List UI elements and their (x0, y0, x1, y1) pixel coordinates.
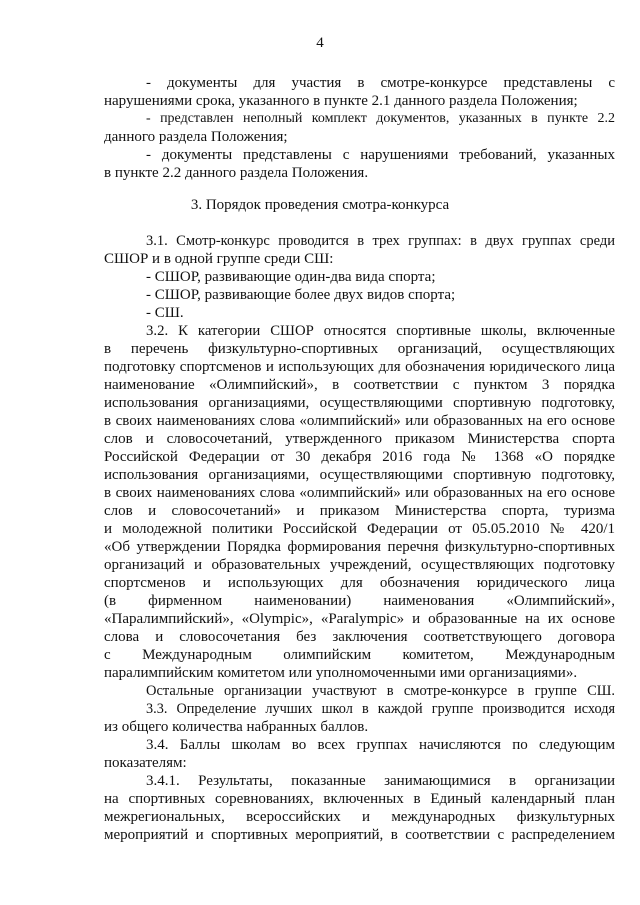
text-line: «Паралимпийский», «Olympic», «Paralympic» и образованные на их основе (104, 611, 615, 627)
text-line: с Международным олимпийским комитетом, Международным (104, 647, 615, 663)
text-line: спортсменов и использующих для обозначения юридического лица (104, 575, 615, 591)
text-line: нарушениями срока, указанного в пункте 2.1 данного раздела Положения; (104, 93, 578, 109)
text-line: 3.3. Определение лучших школ в каждой группе производится исходя (146, 701, 615, 717)
text-line: - документы представлены с нарушениями требований, указанных (146, 147, 615, 163)
text-line: использования организациями, осуществляющими спортивную подготовку, (104, 467, 615, 483)
section-heading: 3. Порядок проведения смотра-конкурса (190, 197, 450, 213)
text-line: мероприятий и спортивных мероприятий, в соответствии с распределением (104, 827, 615, 843)
text-line: на спортивных соревнованиях, включенных в Единый календарный план (104, 791, 615, 807)
text-line: 3.4. Баллы школам во всех группах начисляются по следующим (146, 737, 615, 753)
text-line: межрегиональных, всероссийских и международных физкультурных (104, 809, 615, 825)
text-line: слова и словосочетания без заключения соответствующего договора (104, 629, 615, 645)
text-line: в своих наименованиях слова «олимпийский» или образованных на его основе (104, 413, 615, 429)
text-line: Российской Федерации от 30 декабря 2016 года № 1368 «О порядке (104, 449, 615, 465)
text-line: паралимпийским комитетом или уполномоченными ими организациями». (104, 665, 578, 681)
text-line: 3.2. К категории СШОР относятся спортивные школы, включенные (146, 323, 615, 339)
text-line: (в фирменном наименовании) наименования «Олимпийский», (104, 593, 615, 609)
text-line: «Об утверждении Порядка формирования перечня физкультурно-спортивных (104, 539, 615, 555)
section-body (104, 232, 615, 844)
top-paragraphs (104, 74, 615, 182)
text-line: организаций и образовательных учреждений, осуществляющих подготовку (104, 557, 615, 573)
text-line: - СШОР, развивающие более двух видов спорта; (146, 287, 456, 303)
text-line: и молодежной политики Российской Федерации от 05.05.2010 № 420/1 (104, 521, 615, 537)
text-line: Остальные организации участвуют в смотре-конкурсе в группе СШ. (146, 683, 615, 699)
text-line: 3.4.1. Результаты, показанные занимающимися в организации (146, 773, 615, 789)
text-line: наименование «Олимпийский», в соответствии с пунктом 3 порядка (104, 377, 615, 393)
text-line: - СШ. (146, 305, 184, 321)
text-line: использования организациями, осуществляющими спортивную подготовку, (104, 395, 615, 411)
text-line: слов и словосочетаний, утвержденного приказом Министерства спорта (104, 431, 615, 447)
text-line: - СШОР, развивающие один-два вида спорта; (146, 269, 436, 285)
text-line: в перечень физкультурно-спортивных организаций, осуществляющих (104, 341, 615, 357)
text-line: в пункте 2.2 данного раздела Положения. (104, 165, 369, 181)
text-line: подготовку спортсменов и использующих для обозначения юридического лица (104, 359, 615, 375)
text-line: слов и словосочетаний» и приказом Министерства спорта, туризма (104, 503, 615, 519)
text-line: СШОР и в одной группе среди СШ: (104, 251, 334, 267)
text-line: 3.1. Смотр-конкурс проводится в трех группах: в двух группах среди (146, 233, 615, 249)
page-number: 4 (316, 35, 324, 51)
text-line: показателям: (104, 755, 187, 771)
text-line: данного раздела Положения; (104, 129, 288, 145)
text-line: в своих наименованиях слова «олимпийский» или образованных на его основе (104, 485, 615, 501)
text-line: - документы для участия в смотре-конкурсе представлены с (146, 75, 615, 91)
text-line: - представлен неполный комплект документов, указанных в пункте 2.2 (146, 111, 615, 126)
text-line: из общего количества набранных баллов. (104, 719, 369, 735)
